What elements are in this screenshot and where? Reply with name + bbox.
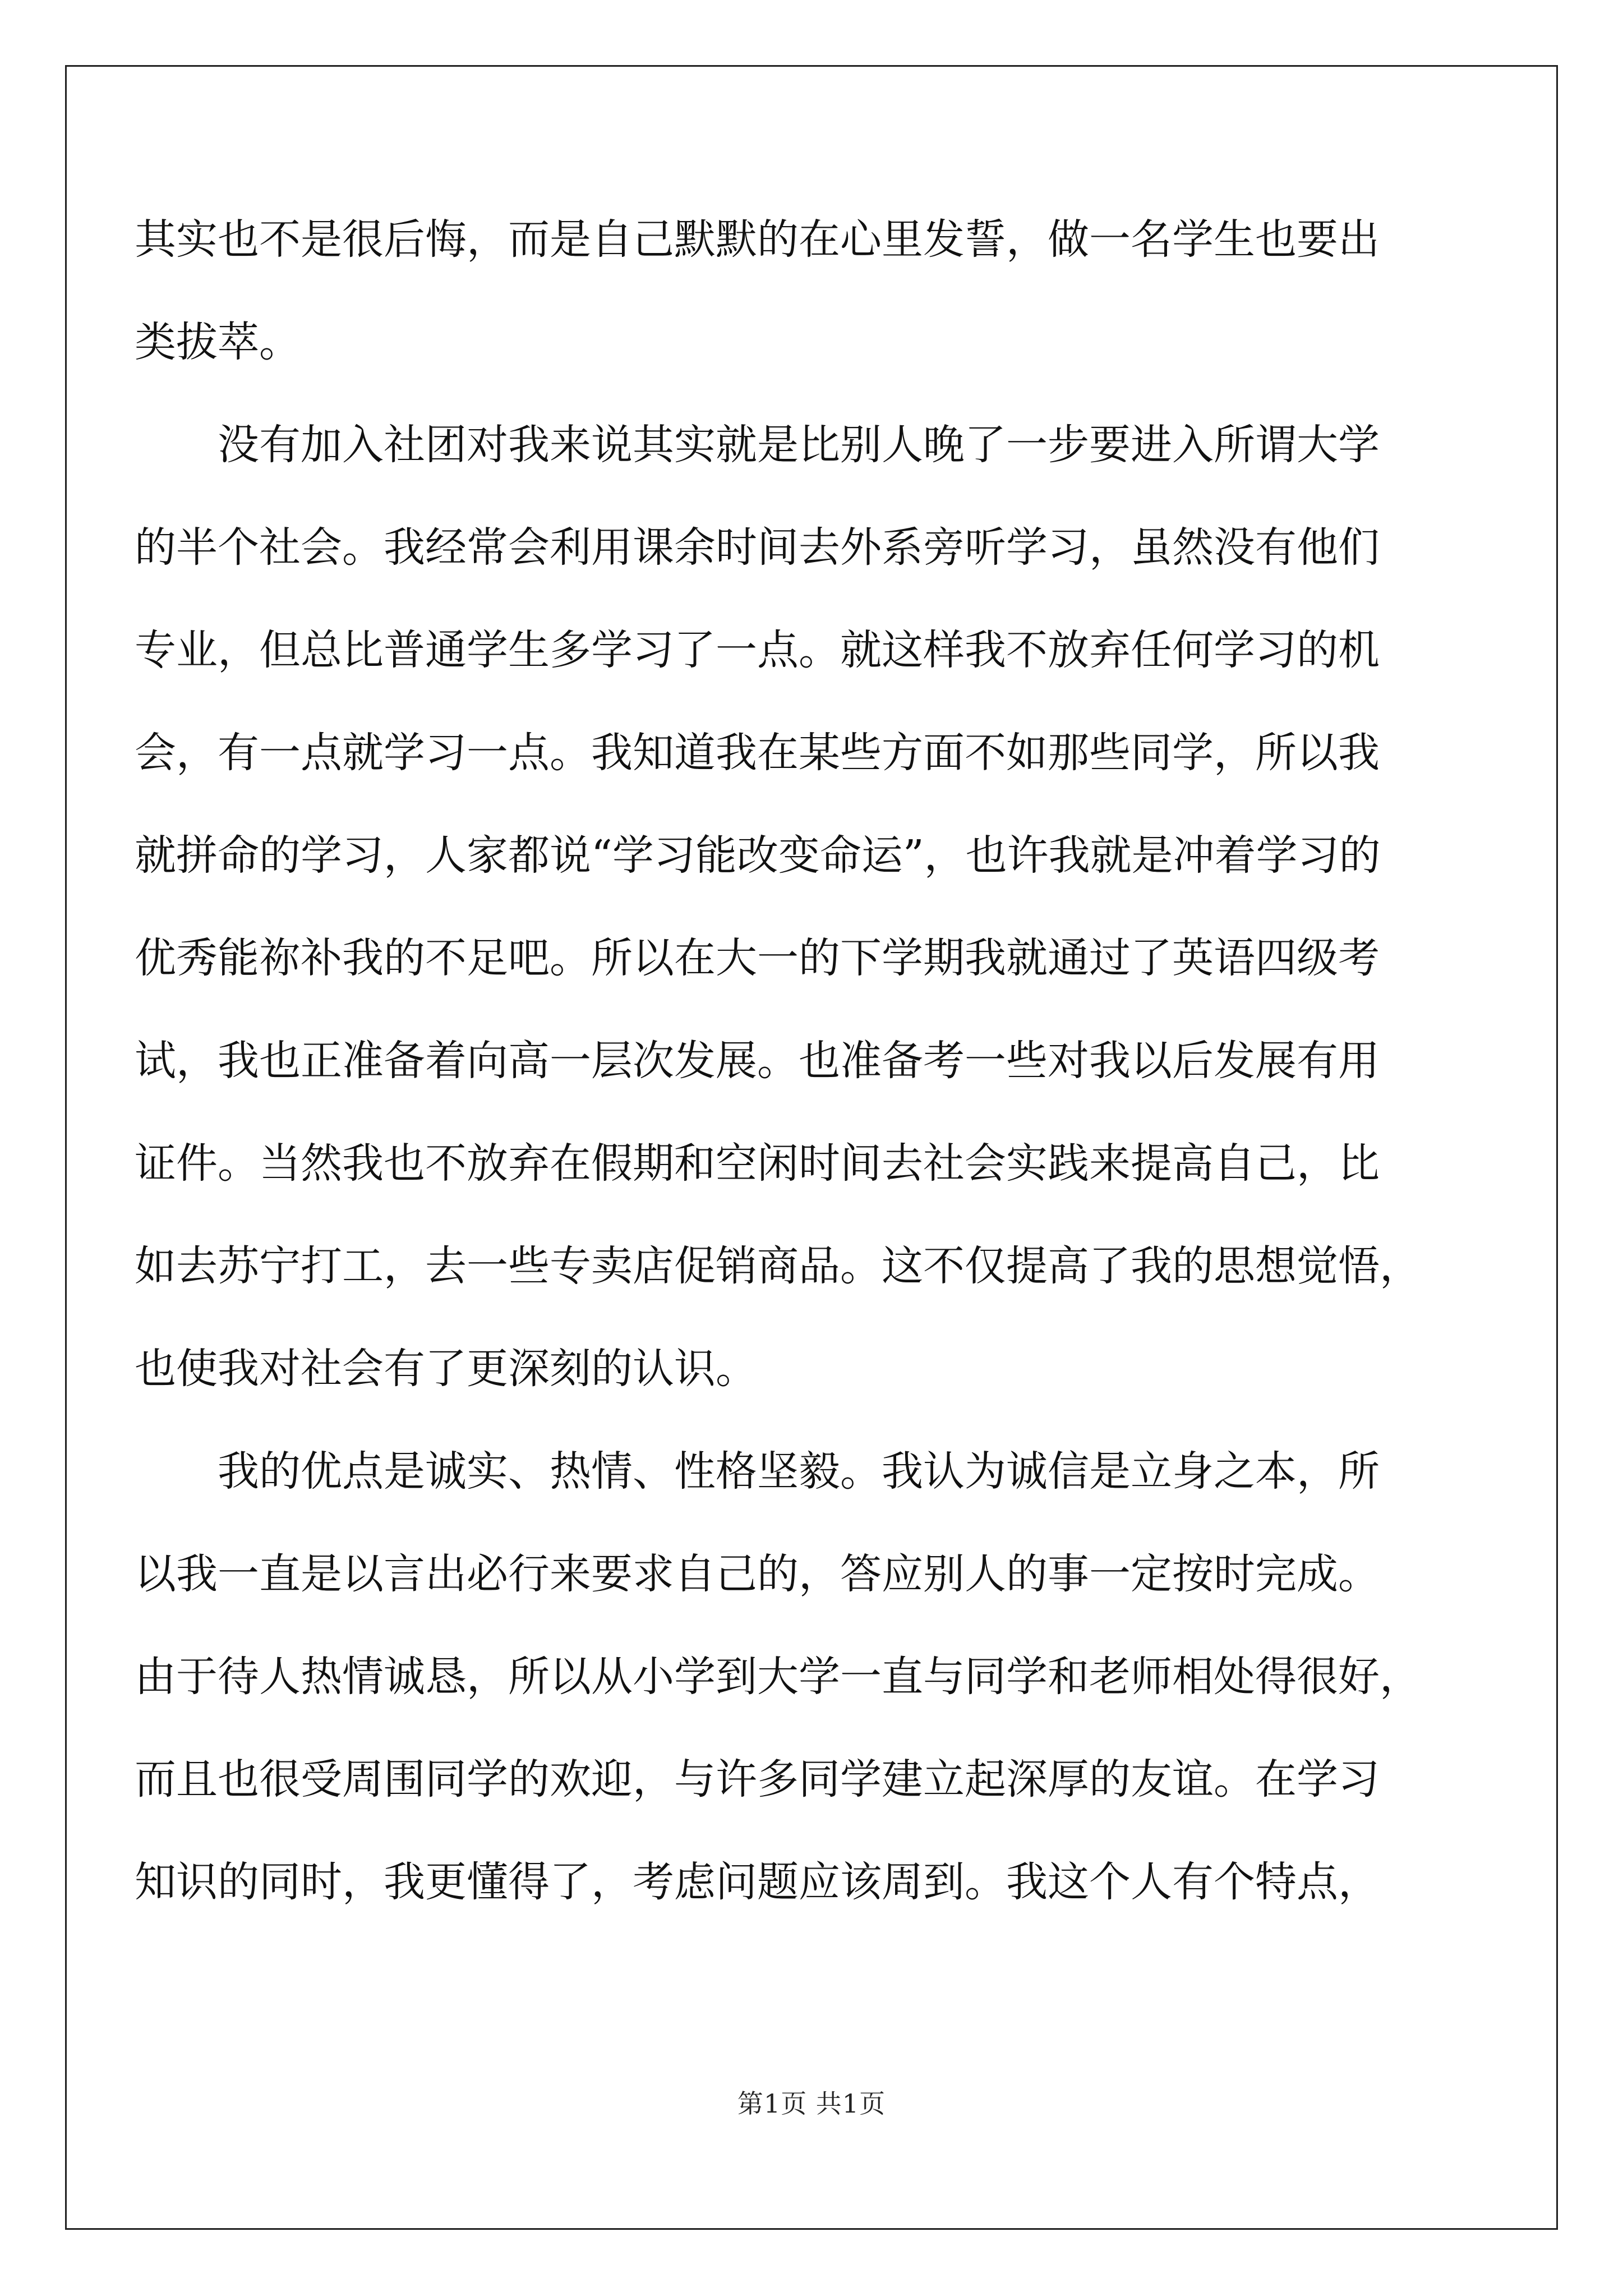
text-line: 优秀能祢补我的不足吧。所以在大一的下学期我就通过了英语四级考 <box>135 934 1380 982</box>
paragraph-first-line: 我的优点是诚实、热情、性格坚毅。我认为诚信是立身之本，所 <box>218 1447 1380 1496</box>
text-line: 也使我对社会有了更深刻的认识。 <box>135 1345 757 1393</box>
text-line: 如去苏宁打工，去一些专卖店促销商品。这不仅提高了我的思想觉悟， <box>135 1242 1421 1290</box>
text-line: 证件。当然我也不放弃在假期和空闲时间去社会实践来提高自己，比 <box>135 1139 1380 1188</box>
text-line: 而且也很受周围同学的欢迎，与许多同学建立起深厚的友谊。在学习 <box>135 1755 1380 1803</box>
text-line: 会，有一点就学习一点。我知道我在某些方面不如那些同学，所以我 <box>135 729 1380 777</box>
page-number-footer: 第1页 共1页 <box>737 2088 886 2119</box>
text-line: 试，我也正准备着向高一层次发展。也准备考一些对我以后发展有用 <box>135 1037 1380 1085</box>
text-line: 其实也不是很后悔，而是自己默默的在心里发誓，做一名学生也要出 <box>135 215 1380 264</box>
text-line: 知识的同时，我更懂得了，考虑问题应该周到。我这个人有个特点， <box>135 1858 1380 1906</box>
document-body <box>135 188 1424 1934</box>
text-line: 就拼命的学习，人家都说“学习能改变命运”，也许我就是冲着学习的 <box>135 831 1381 880</box>
text-line: 类拔萃。 <box>135 318 301 366</box>
text-line: 以我一直是以言出必行来要求自己的，答应别人的事一定按时完成。 <box>135 1550 1380 1598</box>
text-line: 的半个社会。我经常会利用课余时间去外系旁听学习，虽然没有他们 <box>135 523 1380 572</box>
text-line: 由于待人热情诚恳，所以从小学到大学一直与同学和老师相处得很好， <box>135 1653 1421 1701</box>
paragraph-first-line: 没有加入社团对我来说其实就是比别人晚了一步要进入所谓大学 <box>218 421 1380 469</box>
text-line: 专业，但总比普通学生多学习了一点。就这样我不放弃任何学习的机 <box>135 626 1380 674</box>
